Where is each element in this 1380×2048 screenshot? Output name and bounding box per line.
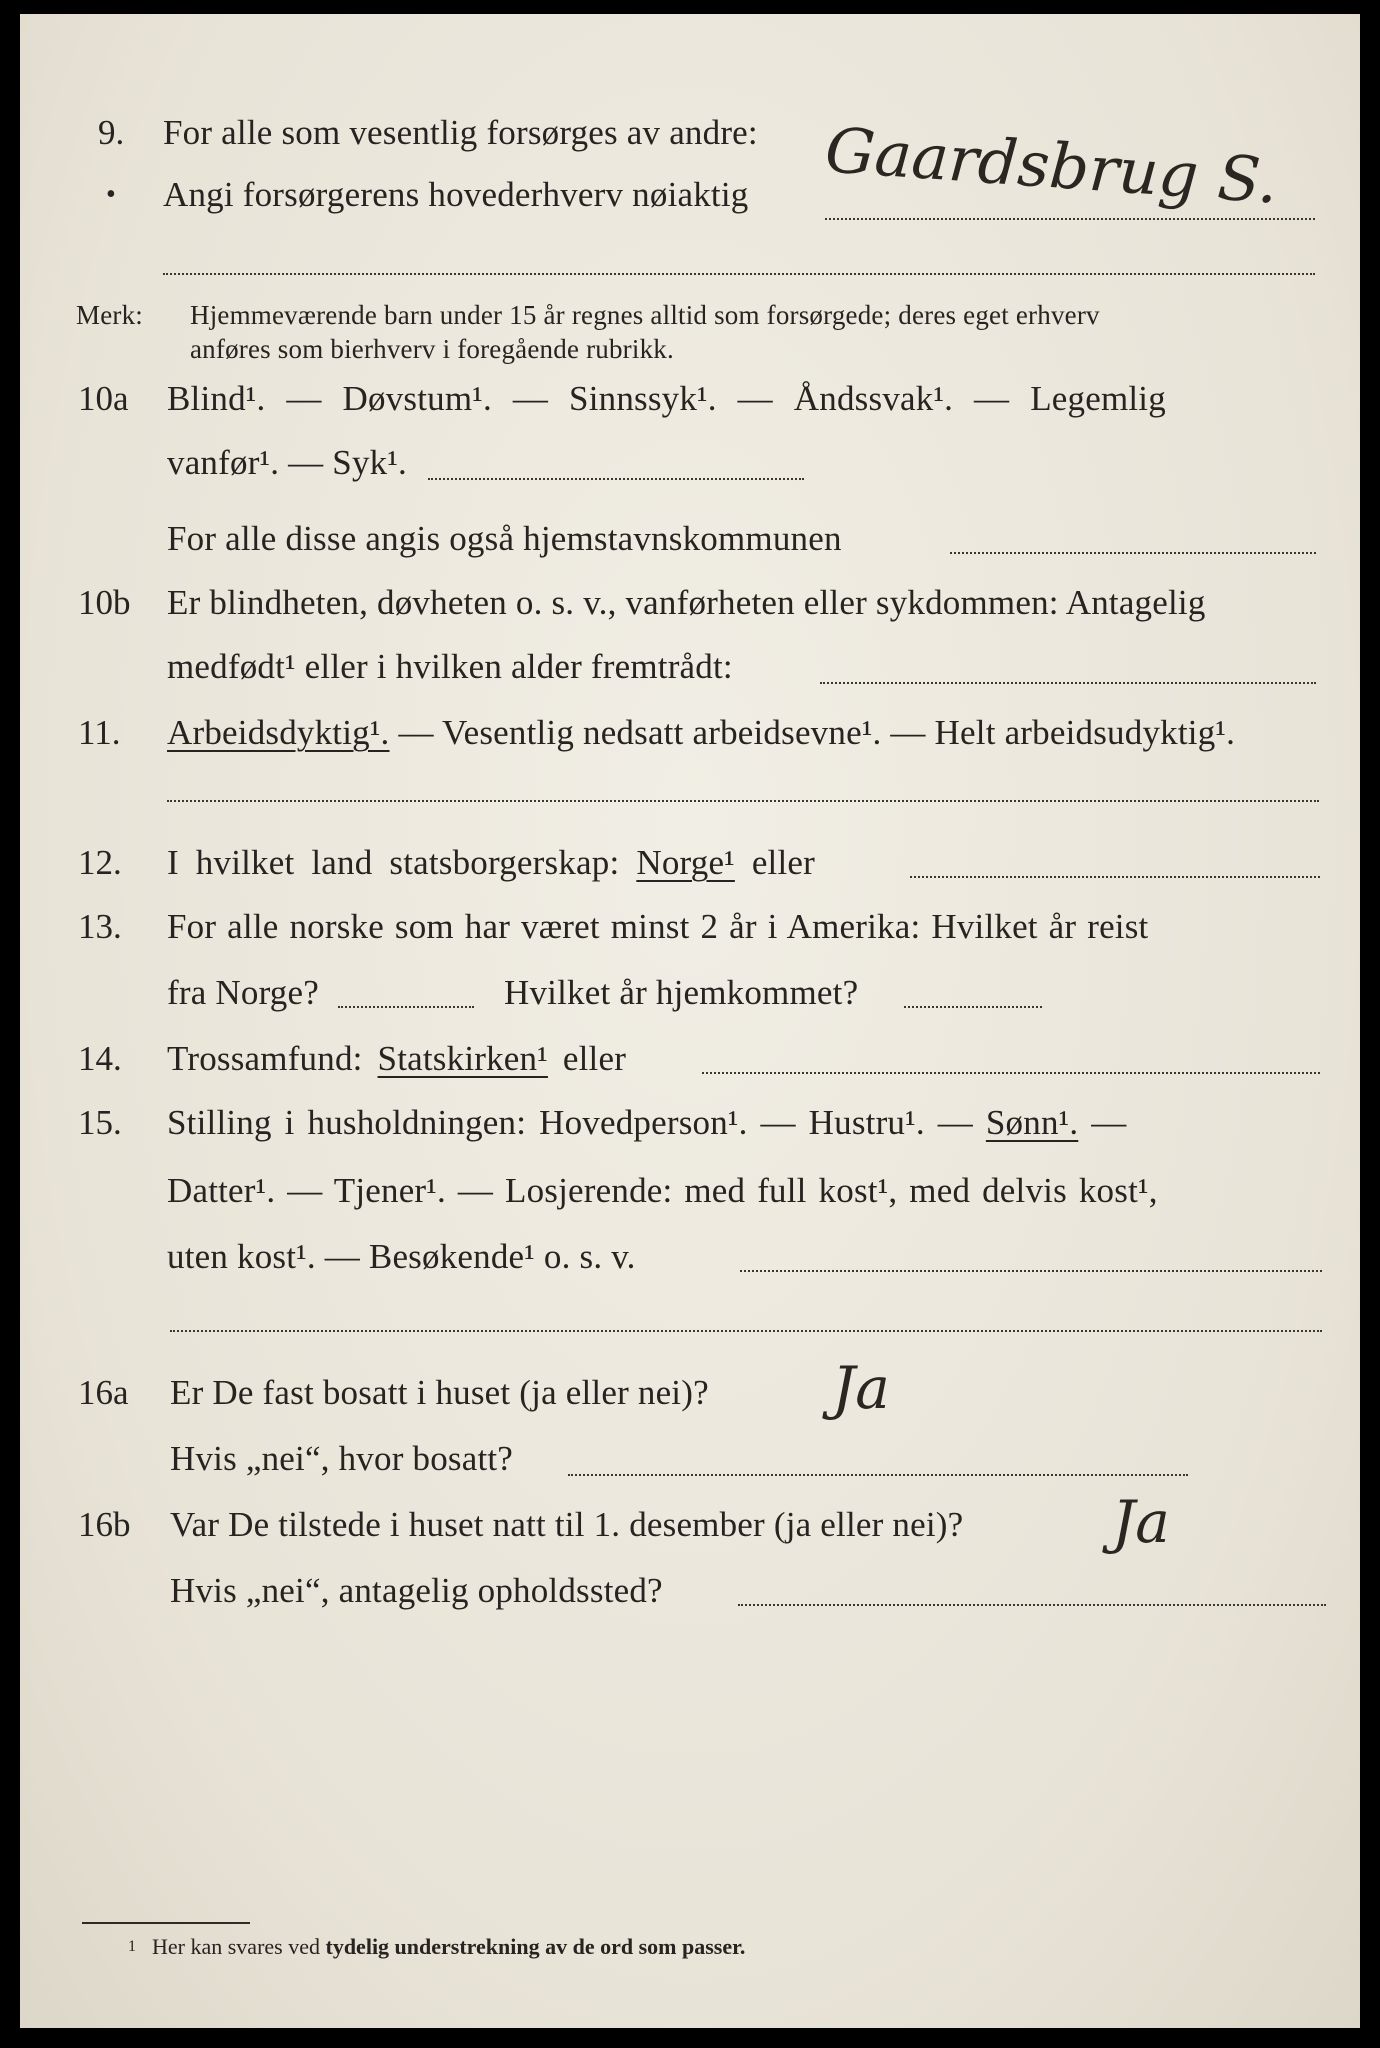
q16a-dotline <box>568 1474 1188 1476</box>
merk-line1: Hjemmeværende barn under 15 år regnes alltid som forsørgede; deres eget erhverv <box>190 300 1100 330</box>
q11-underlined-answer: Arbeidsdyktig¹. <box>167 713 390 752</box>
q10b-number: 10b <box>78 583 131 622</box>
q16b-handwritten-answer: Ja <box>1112 1488 1170 1556</box>
q15-line3: uten kost¹. — Besøkende¹ o. s. v. <box>167 1237 636 1276</box>
q11-number: 11. <box>78 713 121 752</box>
q15-dotline <box>740 1270 1322 1272</box>
footnote-rule <box>82 1922 250 1924</box>
q13-number: 13. <box>78 907 122 946</box>
q9-bullet: • <box>106 179 116 210</box>
q13-hjemkommet-dotline <box>904 1006 1042 1008</box>
q14-underlined-answer: Statskirken¹ <box>377 1039 548 1078</box>
q12-prefix: I hvilket land statsborgerskap: <box>167 843 637 882</box>
q16b-number: 16b <box>78 1505 131 1544</box>
q15-line1-suffix: — <box>1078 1103 1127 1142</box>
q11-dotline <box>167 800 1319 802</box>
q11-line <box>167 712 1235 754</box>
q12-number: 12. <box>78 843 122 882</box>
q15-line1 <box>167 1102 1126 1144</box>
footnote-mark: 1 <box>128 1938 136 1955</box>
q9-line1: For alle som vesentlig forsørges av andre: <box>163 113 758 152</box>
form-page <box>20 14 1360 2028</box>
q14-line <box>167 1038 626 1080</box>
q9-line2: Angi forsørgerens hovederhverv nøiaktig <box>163 175 749 214</box>
q16a-line1: Er De fast bosatt i huset (ja eller nei)? <box>170 1373 709 1412</box>
q15-extra-dotline <box>170 1330 1322 1332</box>
q9-number: 9. <box>98 113 125 152</box>
q16a-handwritten-answer: Ja <box>832 1354 890 1422</box>
q14-suffix: eller <box>547 1039 627 1078</box>
merk-line2: anføres som bierhverv i foregående rubrikk. <box>190 334 674 364</box>
q10a-syk-dotline <box>428 478 804 480</box>
q15-line2: Datter¹. — Tjener¹. — Losjerende: med full kost¹, med delvis kost¹, <box>167 1171 1158 1210</box>
footnote-text <box>152 1934 745 1960</box>
q10a-hjemstavn-dotline <box>950 552 1316 554</box>
merk-label: Merk: <box>76 300 143 330</box>
q13-line2b: Hvilket år hjemkommet? <box>504 973 859 1012</box>
q10a-line1: Blind¹. — Døvstum¹. — Sinnssyk¹. — Åndssvak¹. — Legemlig <box>167 379 1166 418</box>
q10a-line2: vanfør¹. — Syk¹. <box>167 443 407 482</box>
q9-handwritten-answer: Gaardsbrug S. <box>823 113 1281 218</box>
q11-rest: — Vesentlig nedsatt arbeidsevne¹. — Helt arbeidsudyktig¹. <box>389 713 1236 752</box>
q12-dotline <box>910 876 1320 878</box>
q10b-line1: Er blindheten, døvheten o. s. v., vanførheten eller sykdommen: Antagelig <box>167 583 1206 622</box>
q16b-line2: Hvis „nei“, antagelig opholdssted? <box>170 1571 663 1610</box>
q16a-number: 16a <box>78 1373 129 1412</box>
q13-reist-dotline <box>338 1006 474 1008</box>
q13-line2a: fra Norge? <box>167 973 319 1012</box>
q9-answer-dotline <box>825 218 1315 220</box>
q14-number: 14. <box>78 1039 122 1078</box>
q12-line <box>167 842 815 884</box>
q15-line1-prefix: Stilling i husholdningen: Hovedperson¹. — Hustru¹. — <box>167 1103 986 1142</box>
q10a-line3: For alle disse angis også hjemstavnskommunen <box>167 519 842 558</box>
q9-extra-dotline <box>163 273 1315 275</box>
q12-suffix: eller <box>734 843 815 882</box>
q15-number: 15. <box>78 1103 122 1142</box>
q14-prefix: Trossamfund: <box>167 1039 378 1078</box>
q10b-line2: medfødt¹ eller i hvilken alder fremtrådt: <box>167 647 733 686</box>
footnote-text-bold: tydelig understrekning av de ord som passer. <box>325 1934 746 1959</box>
q13-line1: For alle norske som har været minst 2 år i Amerika: Hvilket år reist <box>167 907 1149 946</box>
q16b-line1: Var De tilstede i huset natt til 1. desember (ja eller nei)? <box>170 1505 964 1544</box>
footnote-text-normal: Her kan svares ved <box>152 1934 326 1959</box>
q10b-dotline <box>820 682 1316 684</box>
q10a-number: 10a <box>78 379 129 418</box>
q16a-line2: Hvis „nei“, hvor bosatt? <box>170 1439 514 1478</box>
q15-underlined-answer: Sønn¹. <box>985 1103 1079 1142</box>
q16b-dotline <box>738 1604 1326 1606</box>
q14-dotline <box>702 1072 1320 1074</box>
q12-underlined-answer: Norge¹ <box>636 843 735 882</box>
